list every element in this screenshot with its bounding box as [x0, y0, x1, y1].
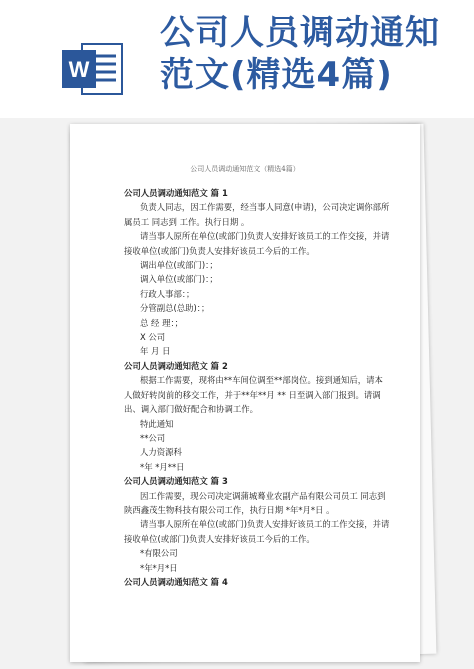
paragraph: 根据工作需要，现将由**车间位调至**部岗位。接到通知后，请本人做好转岗前的移交工作，并于**年**月 ** 日至调入部门报到。请调出、调入部门做好配合和协调工作。	[124, 375, 383, 415]
title-line-1: 公司人员调动通知	[160, 13, 440, 53]
form-line: 分管副总(总助)：；	[140, 303, 210, 314]
form-line: 人力资源科	[140, 447, 182, 458]
form-line: 特此通知	[140, 418, 174, 429]
page-title	[160, 12, 470, 96]
form-line: 总 经 理：；	[140, 317, 184, 328]
form-line: X 公司	[140, 332, 166, 343]
form-line: 调出单位(或部门)：；	[140, 260, 218, 271]
title-line-2: 范文(精选4篇)	[160, 55, 393, 95]
form-line: 年 月 日	[140, 346, 171, 357]
paragraph: 请当事人原所在单位(或部门)负责人安排好该员工的工作交接，并请接收单位(或部门)负责人安排好该员工今后的工作。	[124, 519, 390, 544]
header-banner	[0, 0, 474, 118]
paragraph: 请当事人原所在单位(或部门)负责人安排好该员工的工作交接，并请接收单位(或部门)负责人安排好该员工今后的工作。	[124, 231, 390, 256]
form-line: **公司	[140, 432, 166, 443]
paragraph: 因工作需要，现公司决定调蒲城蓦业农副产品有限公司员工 同志到陕西鑫茂生物科技有限公司工作，执行日期 *年*月*日 。	[124, 490, 386, 515]
section-heading: 公司人员调动通知范文 篇 3	[124, 476, 228, 487]
section-heading: 公司人员调动通知范文 篇 1	[124, 188, 228, 198]
running-head: 公司人员调动通知范文（精选4篇）	[190, 165, 300, 173]
form-line: *年 *月**日	[140, 461, 185, 472]
form-line: 调入单位(或部门)：；	[140, 274, 218, 285]
word-document-icon	[62, 40, 124, 98]
form-line: *年*月*日	[140, 562, 178, 573]
section-heading: 公司人员调动通知范文 篇 2	[124, 360, 228, 371]
document-page	[70, 124, 420, 662]
form-line: 行政人事部：；	[140, 288, 195, 299]
form-line: *有限公司	[140, 548, 178, 559]
svg-text:W: W	[68, 57, 90, 82]
paragraph: 负责人同志，因工作需要，经当事人同意(申请)，公司决定调你部所属员工 同志到 工作。执行日期 。	[124, 202, 390, 227]
section-heading: 公司人员调动通知范文 篇 4	[124, 576, 228, 587]
document-body	[70, 186, 420, 589]
